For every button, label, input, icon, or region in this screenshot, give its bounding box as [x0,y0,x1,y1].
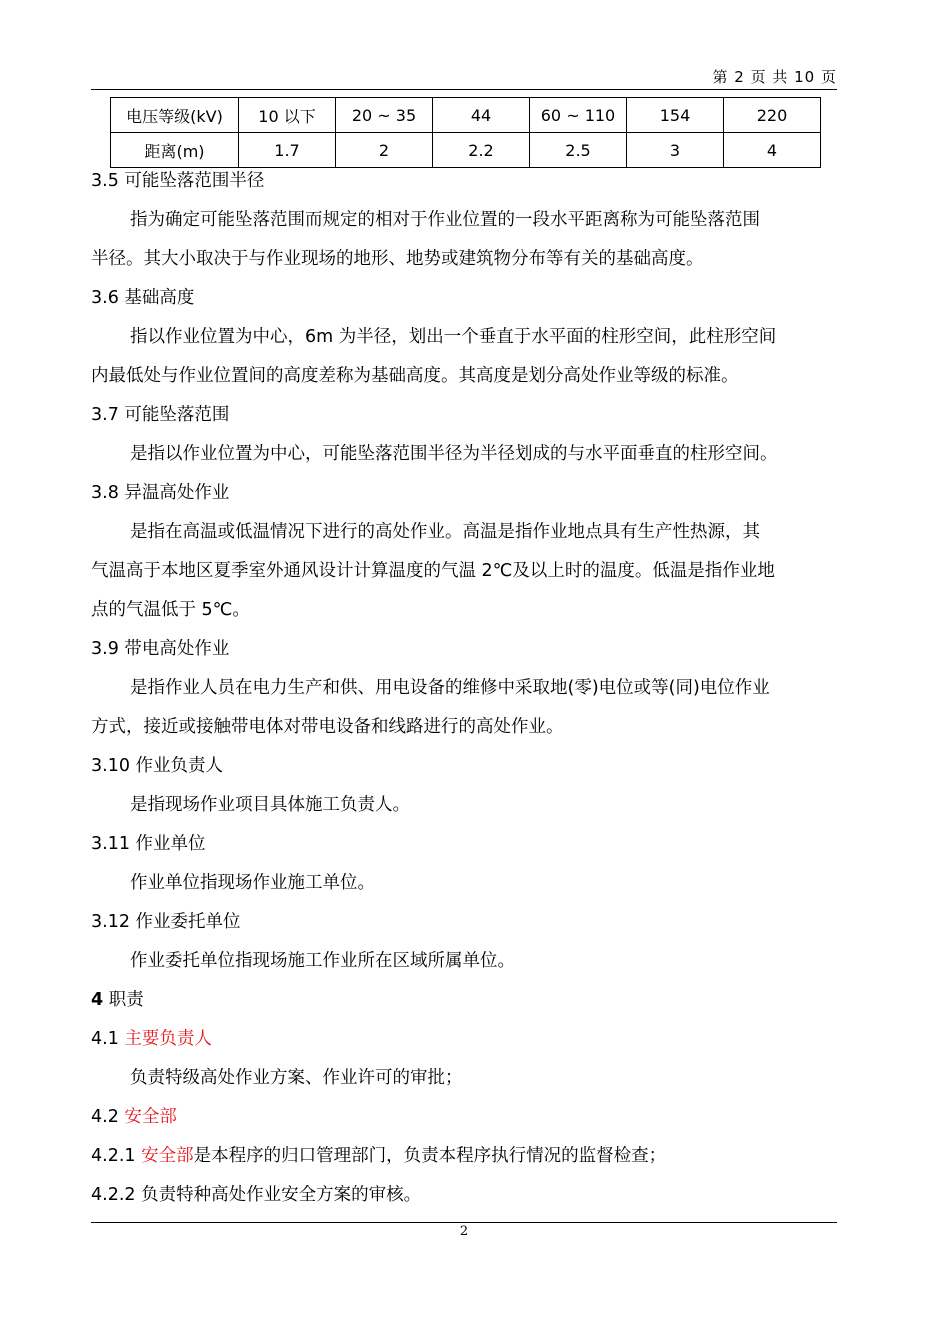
clause-4-2-2: 4.2.2 负责特种高处作业安全方案的审核。 [91,1185,422,1205]
table-cell: 20 ~ 35 [336,98,433,133]
highlighted-term: 安全部 [141,1146,194,1166]
section-number: 4.2 [91,1107,125,1127]
section-heading-3-12: 3.12 作业委托单位 [91,912,241,932]
paragraph-line: 内最低处与作业位置间的高度差称为基础高度。其高度是划分高处作业等级的标准。 [91,366,739,386]
clause-number: 4.2.1 [91,1146,142,1166]
table-cell: 3 [627,133,724,168]
section-heading-3-6: 3.6 基础高度 [91,288,195,308]
paragraph-line: 是指以作业位置为中心，可能坠落范围半径为半径划成的与水平面垂直的柱形空间。 [130,444,778,464]
voltage-distance-table [110,97,821,168]
paragraph-line: 是指在高温或低温情况下进行的高处作业。高温是指作业地点具有生产性热源，其 [130,522,760,542]
paragraph-line: 是指现场作业项目具体施工负责人。 [130,795,410,815]
table-cell: 154 [627,98,724,133]
paragraph-line: 作业委托单位指现场施工作业所在区域所属单位。 [130,951,515,971]
page-indicator: 第 2 页 共 10 页 [712,68,837,86]
section-heading-3-5: 3.5 可能坠落范围半径 [91,171,265,191]
table-cell: 2 [336,133,433,168]
paragraph-line: 指为确定可能坠落范围而规定的相对于作业位置的一段水平距离称为可能坠落范围 [130,210,760,230]
table-row-label: 电压等级(kV) [111,98,239,133]
table-cell: 1.7 [239,133,336,168]
paragraph-line: 作业单位指现场作业施工单位。 [130,873,375,893]
section-title: 安全部 [124,1107,177,1127]
section-title: 主要负责人 [124,1029,212,1049]
section-heading-3-11: 3.11 作业单位 [91,834,206,854]
table-cell: 10 以下 [239,98,336,133]
section-number: 4.1 [91,1029,125,1049]
paragraph-line: 指以作业位置为中心，6m 为半径，划出一个垂直于水平面的柱形空间，此柱形空间 [130,327,777,347]
section-number: 4 [91,990,104,1010]
section-heading-3-10: 3.10 作业负责人 [91,756,224,776]
paragraph-line: 方式，接近或接触带电体对带电设备和线路进行的高处作业。 [91,717,564,737]
section-heading-3-8: 3.8 异温高处作业 [91,483,230,503]
table-cell: 2.2 [433,133,530,168]
paragraph-line: 半径。其大小取决于与作业现场的地形、地势或建筑物分布等有关的基础高度。 [91,249,704,269]
page-number: 2 [459,1224,469,1239]
table-row-label: 距离(m) [111,133,239,168]
table-row [111,98,821,133]
table-cell: 4 [724,133,821,168]
table-cell: 220 [724,98,821,133]
section-heading-3-7: 3.7 可能坠落范围 [91,405,230,425]
paragraph-line: 是指作业人员在电力生产和供、用电设备的维修中采取地(零)电位或等(同)电位作业 [130,678,770,698]
clause-4-2-1 [91,1137,841,1176]
header-divider [91,89,837,90]
section-heading-4-1 [91,1020,841,1059]
table-cell: 44 [433,98,530,133]
document-body [91,162,841,1215]
section-heading-4-2 [91,1098,841,1137]
section-heading-3-9: 3.9 带电高处作业 [91,639,230,659]
section-heading-4 [91,981,841,1020]
paragraph-line: 点的气温低于 5℃。 [91,600,250,620]
table-cell: 60 ~ 110 [530,98,627,133]
paragraph-line: 气温高于本地区夏季室外通风设计计算温度的气温 2℃及以上时的温度。低温是指作业地 [91,561,775,581]
clause-text: 是本程序的归口管理部门，负责本程序执行情况的监督检查； [193,1146,667,1166]
footer-divider [91,1222,837,1223]
paragraph-line: 负责特级高处作业方案、作业许可的审批； [130,1068,463,1088]
section-title: 职责 [103,990,144,1010]
table-cell: 2.5 [530,133,627,168]
